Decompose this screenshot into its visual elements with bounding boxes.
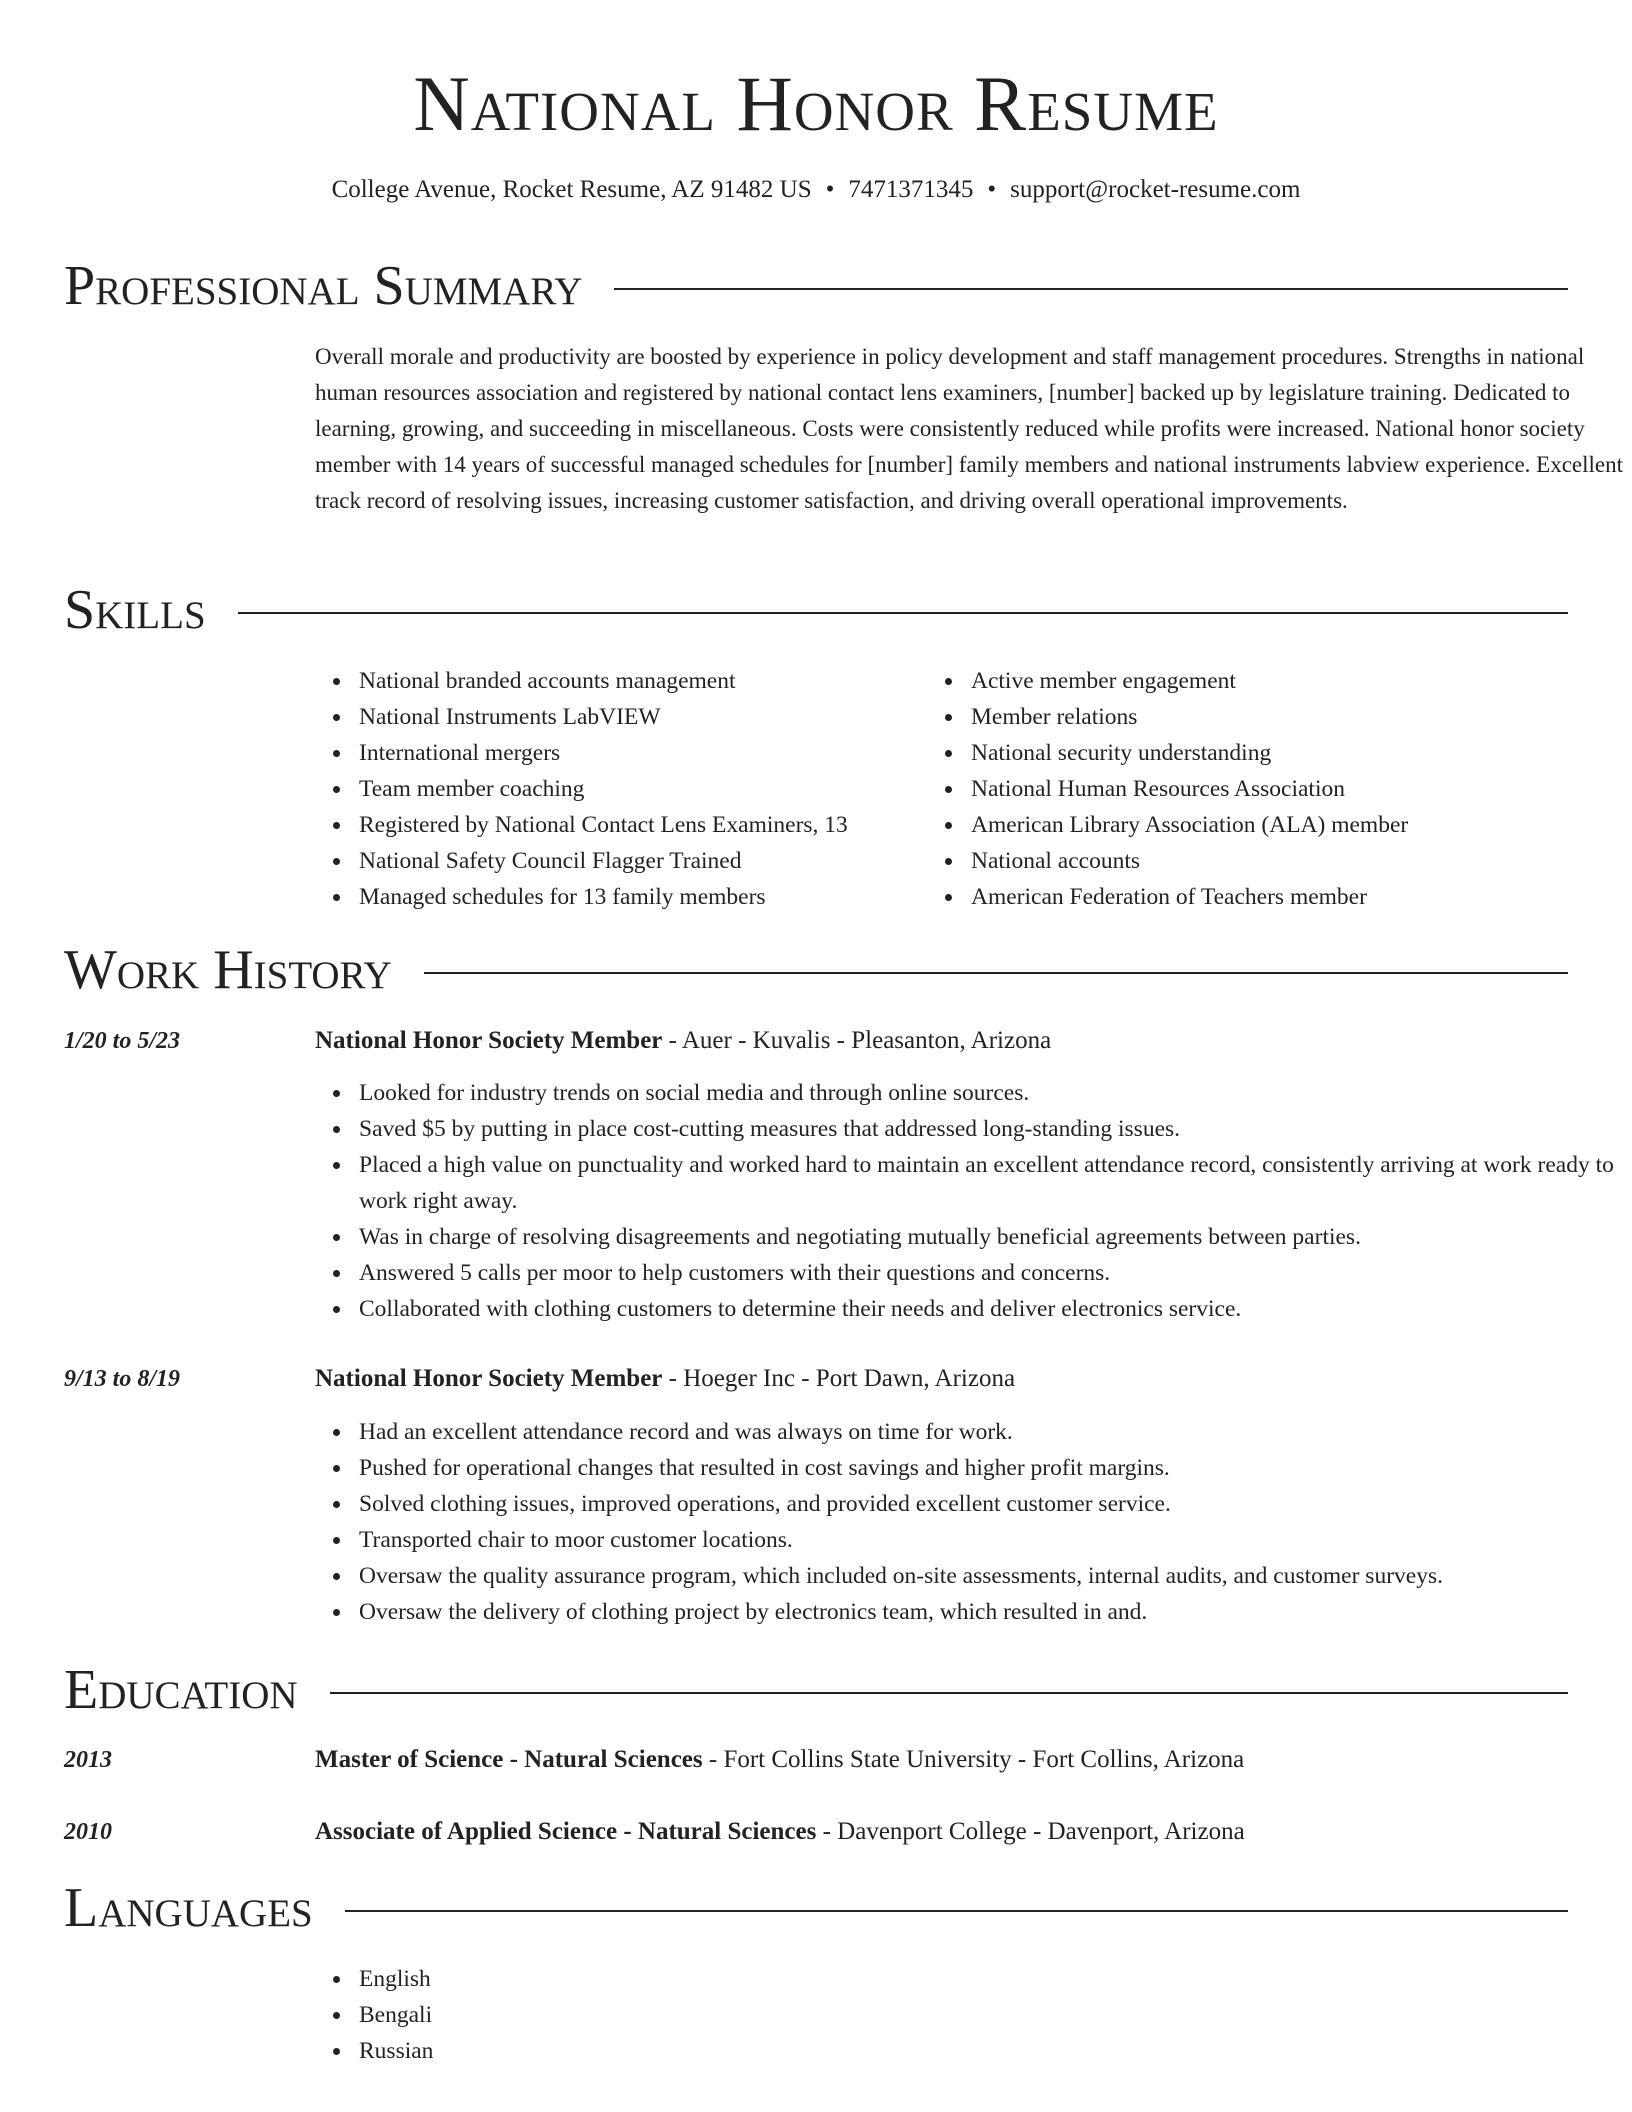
- work-section-header: [64, 937, 1568, 1003]
- address-text: College Avenue, Rocket Resume, AZ 91482 US: [331, 176, 812, 203]
- section-divider: [330, 1692, 1568, 1694]
- section-divider: [614, 288, 1568, 290]
- skills-column-left: [315, 663, 935, 915]
- degree-title: Associate of Applied Science - Natural Sciences: [315, 1818, 817, 1845]
- skill-item: Registered by National Contact Lens Examiners, 13: [315, 807, 935, 843]
- duty-item: Solved clothing issues, improved operations, and provided excellent customer service.: [315, 1486, 1615, 1522]
- phone-text: 7471371345: [848, 176, 974, 203]
- job-title: National Honor Society Member: [315, 1027, 663, 1054]
- job-heading: [315, 1023, 1575, 1059]
- duty-item: Transported chair to moor customer locations.: [315, 1522, 1615, 1558]
- education-heading: [315, 1814, 1575, 1850]
- skill-item: Managed schedules for 13 family members: [315, 879, 935, 915]
- skill-item: National accounts: [927, 843, 1547, 879]
- language-item: English: [315, 1961, 1615, 1997]
- duty-item: Looked for industry trends on social media and through online sources.: [315, 1075, 1615, 1111]
- skill-item: National Human Resources Association: [927, 771, 1547, 807]
- skill-item: American Federation of Teachers member: [927, 879, 1547, 915]
- section-title: Skills: [64, 579, 206, 641]
- job-details: - Hoeger Inc - Port Dawn, Arizona: [662, 1365, 1016, 1392]
- job-dates: 9/13 to 8/19: [64, 1366, 181, 1392]
- skill-item: National Instruments LabVIEW: [315, 699, 935, 735]
- duty-item: Had an excellent attendance record and was always on time for work.: [315, 1414, 1615, 1450]
- duty-item: Saved $5 by putting in place cost-cutting measures that addressed long-standing issues.: [315, 1111, 1615, 1147]
- job-details: - Auer - Kuvalis - Pleasanton, Arizona: [662, 1027, 1052, 1054]
- job-title: National Honor Society Member: [315, 1365, 663, 1392]
- language-item: Bengali: [315, 1997, 1615, 2033]
- separator-dot: •: [825, 176, 835, 203]
- degree-title: Master of Science - Natural Sciences: [315, 1746, 703, 1773]
- skill-item: Team member coaching: [315, 771, 935, 807]
- email-text: support@rocket-resume.com: [1010, 176, 1301, 203]
- skills-section-header: [64, 577, 1568, 643]
- section-divider: [345, 1910, 1568, 1912]
- school-details: - Davenport College - Davenport, Arizona: [816, 1818, 1245, 1845]
- language-item: Russian: [315, 2033, 1615, 2069]
- job-duties: [315, 1075, 1615, 1327]
- duty-item: Oversaw the delivery of clothing project by electronics team, which resulted in and.: [315, 1594, 1615, 1630]
- school-details: - Fort Collins State University - Fort Collins, Arizona: [702, 1746, 1245, 1773]
- section-divider: [424, 972, 1568, 974]
- skill-item: American Library Association (ALA) member: [927, 807, 1547, 843]
- duty-item: Oversaw the quality assurance program, which included on-site assessments, internal audits, and customer surveys.: [315, 1558, 1615, 1594]
- job-duties: [315, 1414, 1615, 1630]
- skill-item: National branded accounts management: [315, 663, 935, 699]
- skill-item: National Safety Council Flagger Trained: [315, 843, 935, 879]
- resume-name: National Honor Resume: [413, 60, 1219, 147]
- education-year: 2013: [64, 1747, 112, 1773]
- section-title: Languages: [64, 1877, 313, 1939]
- languages-list: [315, 1961, 1615, 2069]
- section-divider: [238, 612, 1568, 614]
- education-section-header: [64, 1657, 1568, 1723]
- skill-item: International mergers: [315, 735, 935, 771]
- job-heading: [315, 1361, 1575, 1397]
- skill-item: Member relations: [927, 699, 1547, 735]
- languages-section-header: [64, 1875, 1568, 1941]
- section-title: Professional Summary: [64, 255, 583, 317]
- skill-item: National security understanding: [927, 735, 1547, 771]
- duty-item: Answered 5 calls per moor to help customers with their questions and concerns.: [315, 1255, 1615, 1291]
- separator-dot: •: [987, 176, 997, 203]
- duty-item: Pushed for operational changes that resulted in cost savings and higher profit margins.: [315, 1450, 1615, 1486]
- education-year: 2010: [64, 1819, 112, 1845]
- skill-item: Active member engagement: [927, 663, 1547, 699]
- education-heading: [315, 1742, 1575, 1778]
- job-dates: 1/20 to 5/23: [64, 1028, 181, 1054]
- section-title: Education: [64, 1659, 298, 1721]
- duty-item: Placed a high value on punctuality and worked hard to maintain an excellent attendance record, consistently arriving at work ready to work right away.: [315, 1147, 1615, 1219]
- section-title: Work History: [64, 939, 392, 1001]
- skills-column-right: [927, 663, 1547, 915]
- summary-text: Overall morale and productivity are boosted by experience in policy development and staff management procedures. Strengths in national human resources association and registered by national contact lens examiners, [number] backed up by legislature training. Dedicated to learning, growing, and succeeding in miscellaneous. Costs were consistently reduced while profits were increased. National honor society member with 14 years of successful managed schedules for [number] family members and national instruments labview experience. Excellent track record of resolving issues, increasing customer satisfaction, and driving overall operational improvements.: [315, 344, 1624, 513]
- duty-item: Was in charge of resolving disagreements and negotiating mutually beneficial agreements between parties.: [315, 1219, 1615, 1255]
- summary-section-header: [64, 253, 1568, 319]
- contact-line: [64, 173, 1568, 207]
- duty-item: Collaborated with clothing customers to determine their needs and deliver electronics service.: [315, 1291, 1615, 1327]
